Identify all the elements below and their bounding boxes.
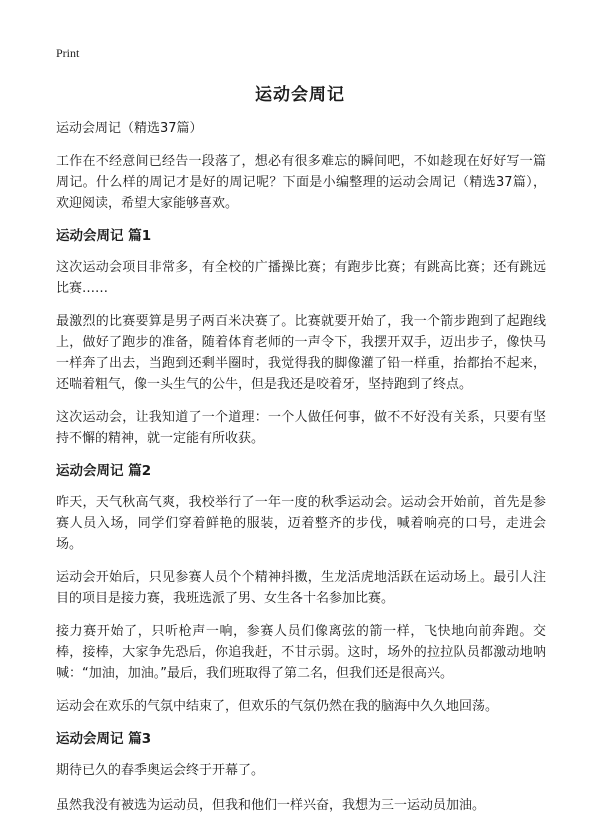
paragraph: 这次运动会项目非常多，有全校的广播操比赛；有跑步比赛；有跳高比赛；还有跳远比赛…… bbox=[56, 260, 546, 296]
paragraph: 运动会开始后，只见参赛人员个个精神抖擞，生龙活虎地活跃在运动场上。最引人注目的项目是接力赛，我班选派了男、女生各十名参加比赛。 bbox=[56, 570, 546, 606]
page-title: 运动会周记 bbox=[255, 85, 345, 105]
section-heading-3: 运动会周记 篇3 bbox=[56, 731, 152, 747]
article-body bbox=[56, 118, 546, 828]
paragraph: 这次运动会，让我知道了一个道理：一个人做任何事，做不不好没有关系，只要有坚持不懈的精神，就一定能有所收获。 bbox=[56, 410, 546, 446]
paragraph: 期待已久的春季奥运会终于开幕了。 bbox=[56, 763, 265, 778]
print-link[interactable]: Print bbox=[56, 46, 80, 60]
paragraph: 运动会在欢乐的气氛中结束了，但欢乐的气氛仍然在我的脑海中久久地回荡。 bbox=[56, 699, 499, 714]
paragraph: 最激烈的比赛要算是男子两百米决赛了。比赛就要开始了，我一个箭步跑到了起跑线上，做好了跑步的准备，随着体育老师的一声令下，我摆开双手，迈出步子，像快马一样奔了出去，当跑到还剩半圈时，我觉得我的脚像灌了铅一样重，抬都抬不起来，还喘着粗气，像一头生气的公牛，但是我还是咬着牙，坚持跑到了终点。 bbox=[56, 314, 546, 392]
article-subtitle: 运动会周记（精选37篇） bbox=[56, 121, 203, 136]
paragraph: 接力赛开始了，只听枪声一响，参赛人员们像离弦的箭一样，飞快地向前奔跑。交棒，接棒，大家争先恐后，你追我赶，不甘示弱。这时，场外的拉拉队员都激动地呐喊：“加油，加油。”最后，我们班取得了第二名，但我们还是很高兴。 bbox=[56, 624, 546, 681]
intro-paragraph: 工作在不经意间已经告一段落了，想必有很多难忘的瞬间吧，不如趁现在好好写一篇周记。什么样的周记才是好的周记呢？下面是小编整理的运动会周记（精选37篇），欢迎阅读，希望大家能够喜欢。 bbox=[56, 154, 546, 211]
section-heading-2: 运动会周记 篇2 bbox=[56, 463, 152, 479]
section-heading-1: 运动会周记 篇1 bbox=[56, 228, 152, 244]
paragraph: 昨天，天气秋高气爽，我校举行了一年一度的秋季运动会。运动会开始前，首先是参赛人员入场，同学们穿着鲜艳的服装，迈着整齐的步伐，喊着响亮的口号，走进会场。 bbox=[56, 495, 546, 552]
paragraph: 虽然我没有被选为运动员，但我和他们一样兴奋，我想为三一运动员加油。 bbox=[56, 798, 486, 813]
